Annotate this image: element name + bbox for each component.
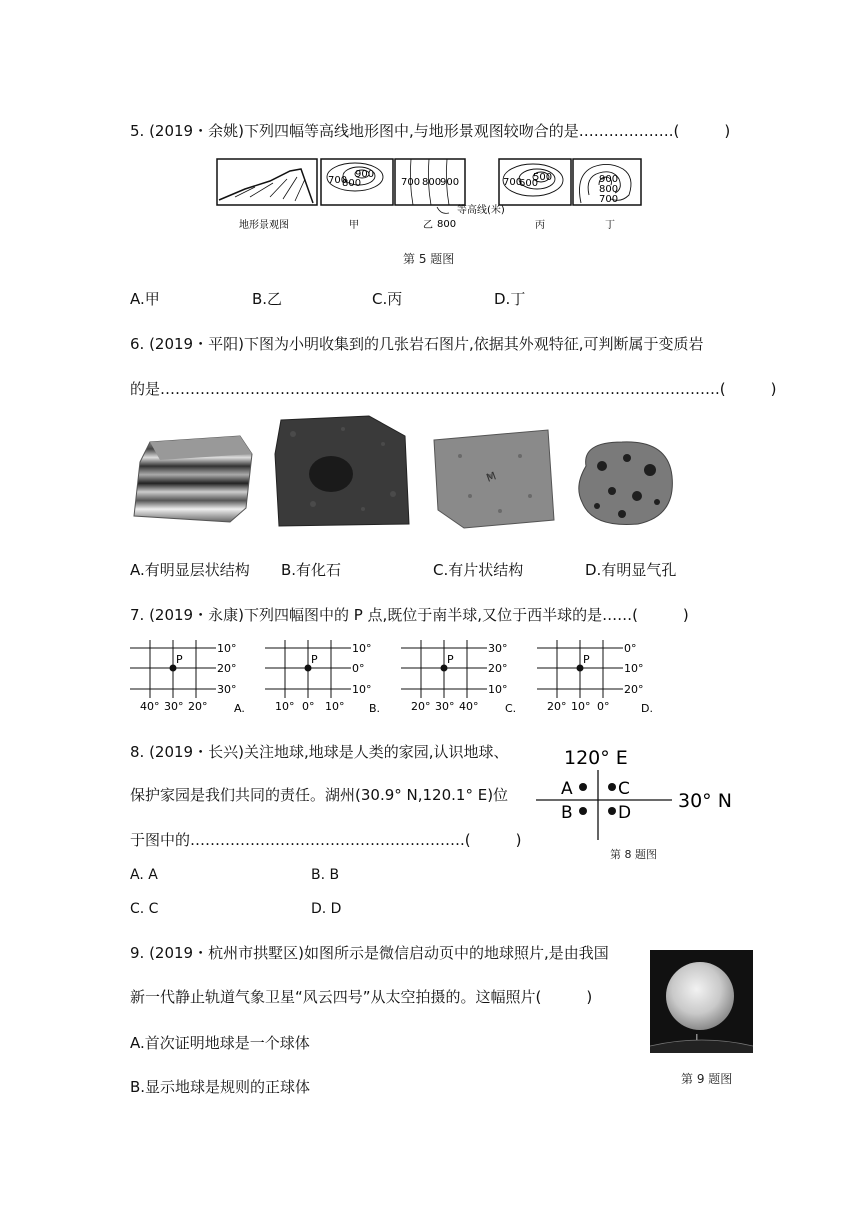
figure-label-ding: 丁 <box>605 220 615 231</box>
lat-label: 10° <box>624 662 644 675</box>
lon-label: 40° <box>459 700 479 713</box>
point-label: P <box>176 653 183 666</box>
figure-label-yi: 乙 <box>423 220 433 231</box>
contour-map-jia <box>321 159 393 205</box>
rock-foliated-image <box>430 426 556 530</box>
svg-text:M: M <box>484 469 498 485</box>
lat-label: 0° <box>352 662 365 675</box>
lon-label: 20° <box>411 700 431 713</box>
lat-label: 20° <box>624 683 644 696</box>
point-c-label: C <box>618 779 630 799</box>
contour-label: 500 <box>533 172 553 183</box>
contour-label: 700 <box>503 177 523 188</box>
q8-caption: 第 8 题图 <box>610 848 657 861</box>
q8-coordinate-figure <box>530 740 740 845</box>
figure-label-jia: 甲 <box>349 220 359 231</box>
q6-option-c[interactable]: C.有片状结构 <box>433 561 524 579</box>
earth-photo <box>650 950 753 1053</box>
contour-label: 900 <box>440 177 460 188</box>
legend-value: 800 <box>437 219 457 230</box>
q9-caption: 第 9 题图 <box>681 1072 733 1086</box>
contour-label: 900 <box>355 169 375 180</box>
contour-map-ding <box>573 159 641 205</box>
q5-option-c[interactable]: C.丙 <box>372 290 403 308</box>
rock-vesicular-image <box>572 436 680 530</box>
q5-option-b[interactable]: B.乙 <box>252 290 283 308</box>
contour-legend <box>437 203 505 230</box>
grid-letter: D. <box>641 702 653 715</box>
grid-letter: A. <box>234 702 245 715</box>
point-label: P <box>311 653 318 666</box>
q5-caption: 第 5 题图 <box>403 252 455 266</box>
figure-label-landscape: 地形景观图 <box>239 220 289 231</box>
point-a <box>579 783 587 791</box>
point-label: P <box>447 653 454 666</box>
lat-label: 30° <box>217 683 237 696</box>
lat-lon-grid-c <box>399 638 524 718</box>
q5-stem: 5. (2019・余姚)下列四幅等高线地形图中,与地形景观图较吻合的是……………….( ) <box>130 122 731 140</box>
q6-option-b[interactable]: B.有化石 <box>281 561 342 579</box>
lat-label: 30° N <box>678 790 732 812</box>
landscape-sketch <box>217 159 317 205</box>
rock-layered-image <box>130 432 258 524</box>
lat-label: 30° <box>488 642 508 655</box>
grid-letter: B. <box>369 702 381 715</box>
q9-stem-line1: 9. (2019・杭州市拱墅区)如图所示是微信启动页中的地球照片,是由我国 <box>130 944 609 962</box>
contour-label: 800 <box>422 177 442 188</box>
contour-label: 600 <box>519 178 539 189</box>
lat-label: 20° <box>217 662 237 675</box>
q8-option-c[interactable]: C. C <box>130 901 159 917</box>
q8-option-b[interactable]: B. B <box>311 867 340 883</box>
point-a-label: A <box>561 779 573 799</box>
contour-label: 700 <box>599 194 619 205</box>
q8-stem-line3: 于图中的……………………………………………….( ) <box>130 831 522 849</box>
q9-option-a[interactable]: A.首次证明地球是一个球体 <box>130 1034 310 1052</box>
lat-label: 10° <box>352 683 372 696</box>
point-d <box>608 807 616 815</box>
q6-option-d[interactable]: D.有明显气孔 <box>585 561 677 579</box>
lat-lon-grid-d <box>535 638 660 718</box>
lon-label: 30° <box>435 700 455 713</box>
q6-stem-line2: 的是………………………………………………………………………………………………….( ) <box>130 380 777 398</box>
q8-stem-line1: 8. (2019・长兴)关注地球,地球是人类的家园,认识地球、 <box>130 743 509 761</box>
lon-label: 30° <box>164 700 184 713</box>
contour-label: 700 <box>328 175 348 186</box>
q5-option-a[interactable]: A.甲 <box>130 290 160 308</box>
lat-lon-grid-b <box>263 638 388 718</box>
lat-label: 10° <box>488 683 508 696</box>
point-label: P <box>583 653 590 666</box>
lon-label: 10° <box>325 700 345 713</box>
point-d-label: D <box>618 803 632 823</box>
lon-label: 0° <box>302 700 315 713</box>
contour-map-yi <box>395 159 465 205</box>
lon-label: 120° E <box>564 747 628 769</box>
figure-label-bing: 丙 <box>535 220 545 231</box>
lon-label: 10° <box>275 700 295 713</box>
q7-stem: 7. (2019・永康)下列四幅图中的 P 点,既位于南半球,又位于西半球的是……( ) <box>130 606 689 624</box>
lon-label: 10° <box>571 700 591 713</box>
contour-map-bing <box>499 159 571 205</box>
lat-lon-grid-a <box>128 638 253 718</box>
q6-option-a[interactable]: A.有明显层状结构 <box>130 561 250 579</box>
lon-label: 20° <box>547 700 567 713</box>
contour-label: 700 <box>401 177 421 188</box>
q9-option-b[interactable]: B.显示地球是规则的正球体 <box>130 1078 311 1096</box>
lon-label: 40° <box>140 700 160 713</box>
q9-stem-line2: 新一代静止轨道气象卫星“风云四号”从太空拍摄的。这幅照片( ) <box>130 988 593 1006</box>
q5-option-d[interactable]: D.丁 <box>494 290 526 308</box>
rock-fossil-image <box>273 414 411 528</box>
q5-contour-figure <box>215 155 645 235</box>
lat-label: 10° <box>352 642 372 655</box>
q6-stem-line1: 6. (2019・平阳)下图为小明收集到的几张岩石图片,依据其外观特征,可判断属于变质岩 <box>130 335 704 353</box>
lon-label: 0° <box>597 700 610 713</box>
legend-label: 等高线(米) <box>457 205 505 216</box>
lat-label: 0° <box>624 642 637 655</box>
q8-stem-line2: 保护家园是我们共同的责任。湖州(30.9° N,120.1° E)位 <box>130 786 509 804</box>
lon-label: 20° <box>188 700 208 713</box>
grid-letter: C. <box>505 702 517 715</box>
contour-label: 900 <box>599 174 619 185</box>
lat-label: 10° <box>217 642 237 655</box>
lat-label: 20° <box>488 662 508 675</box>
contour-label: 800 <box>342 178 362 189</box>
q8-option-d[interactable]: D. D <box>311 901 342 917</box>
point-b-label: B <box>561 803 573 823</box>
contour-label: 800 <box>599 184 619 195</box>
point-b <box>579 807 587 815</box>
point-c <box>608 783 616 791</box>
q8-option-a[interactable]: A. A <box>130 867 158 883</box>
